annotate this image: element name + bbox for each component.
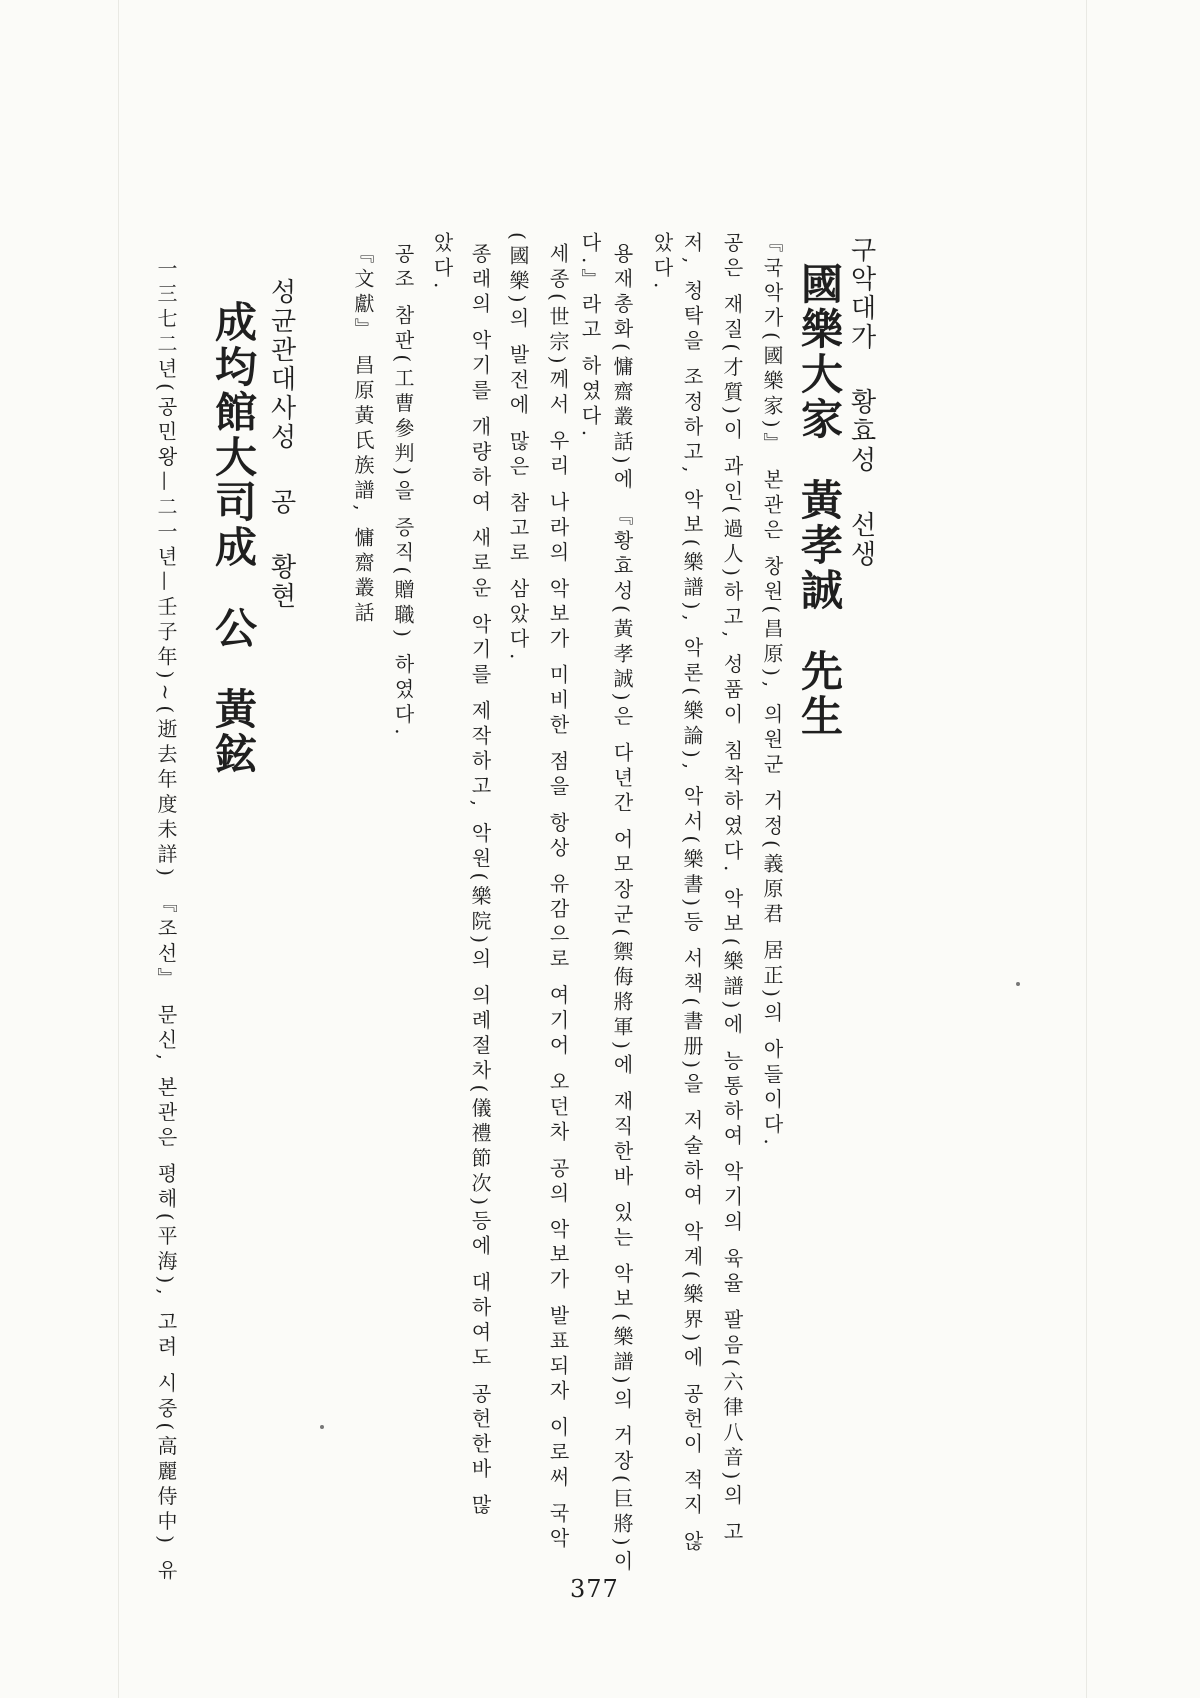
scan-speck [320,1425,324,1429]
body-column: 공조 참판(工曹參判)을 증직(贈職) 하였다. [391,243,415,740]
heading2-name: 黃鉉 [209,687,258,777]
sources-line: 『文獻』 昌原黃氏族譜, 慵齋叢話 [351,243,375,628]
heading2-honorific: 公 [209,606,258,651]
body-column: 『국악가(國樂家)』 본관은 창원(昌原), 의원군 거정(義原君 居正)의 아들이다. [760,232,784,1150]
heading1-title-ruby: 구악대가 [846,236,876,352]
heading1-name-ruby: 황효성 [846,388,876,475]
heading2-honorific-ruby: 공 [266,488,296,517]
body-column: (國樂)의 발전에 많은 참고로 삼았다. [506,232,530,665]
body-column: 종래의 악기를 개량하여 새로운 악기를 제작하고, 악원(樂院)의 의례절차(儀禮節次)등에 대하여도 공헌한바 많 [468,243,492,1520]
body-column: 세종(世宗)께서 우리 나라의 악보가 미비한 점을 항상 유감으로 여기어 오던차 공의 악보가 발표되자 이로써 국악 [546,243,570,1553]
heading1-ruby-row [848,236,874,569]
body-column: 저, 청탁을 조정하고, 악보(樂譜), 악론(樂論), 악서(樂書)등 서책(書册)을 저술하여 악계(樂界)에 공헌이 적지 않 [680,232,704,1556]
body-column: 공은 재질(才質)이 과인(過人)하고, 성품이 침착하였다. 악보(樂譜)에 능통하여 악기의 육율 팔음(六律八音)의 고 [720,232,744,1546]
body-column: 았다. [650,232,674,294]
scan-speck [1016,982,1020,986]
heading1-honorific: 先生 [795,649,844,739]
heading2-title: 成均館大司成 [209,300,258,570]
page-number: 377 [570,1575,619,1603]
heading1-name: 黃孝誠 [795,478,844,613]
heading2-title-ruby: 성균관대사성 [266,278,296,452]
scan-artifact-line [1086,0,1087,1698]
heading2-ruby-row [268,278,294,611]
body-column: 용재총화(慵齋叢話)에 『황효성(黃孝誠)은 다년간 어모장군(禦侮將軍)에 재직한바 있는 악보(樂譜)의 거장(巨將)이 [610,243,634,1576]
heading2-name-ruby: 황현 [266,553,296,611]
body-column: 一三七二년(공민왕—二一년—壬子年)~(逝去年度未詳) 『조선』 문신, 본관은 평해(平海), 고려 시중(高麗侍中) 유 [154,258,178,1585]
scan-artifact-line [118,0,119,1698]
heading1 [795,262,844,739]
heading2 [209,300,258,777]
body-column: 았다. [430,232,454,294]
heading1-title: 國樂大家 [795,262,844,442]
heading1-honorific-ruby: 선생 [846,511,876,569]
body-column: 다.』라고 하였다. [578,232,602,442]
